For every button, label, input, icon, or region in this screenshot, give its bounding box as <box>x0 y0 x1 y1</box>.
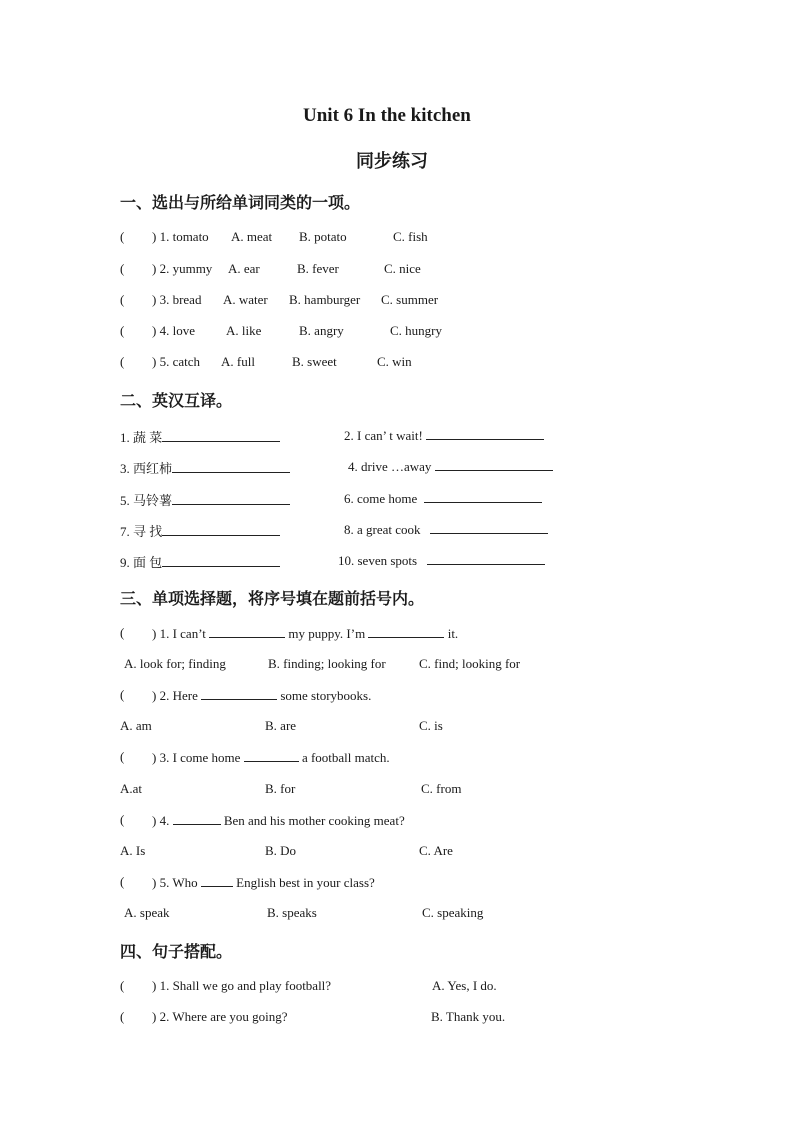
question-text: it. <box>447 626 459 641</box>
answer-blank[interactable] <box>424 490 542 503</box>
answer-blank[interactable] <box>244 749 299 762</box>
question-text: ) 4. <box>152 813 170 828</box>
section-3-heading: 三、单项选择题，将序号填在题前括号内。 <box>120 589 425 608</box>
s1-paren: ( <box>120 292 125 307</box>
option-b: B. finding; looking for <box>268 656 386 671</box>
answer-blank[interactable] <box>201 874 233 887</box>
s1-paren: ( <box>120 323 125 338</box>
question-text: a football match. <box>301 750 390 765</box>
answer-blank[interactable] <box>173 812 221 825</box>
s1-option-b: B. fever <box>297 261 339 276</box>
s1-paren: ( <box>120 229 125 244</box>
s3-question-5 <box>152 874 375 891</box>
s4-paren: ( <box>120 978 125 993</box>
s1-question: ) 5. catch <box>152 354 201 369</box>
s3-question-4 <box>152 812 405 829</box>
question-text: ) 1. I can’t <box>152 626 206 641</box>
s1-question: ) 1. tomato <box>152 229 209 244</box>
s2-right-label: 6. come home <box>344 491 418 506</box>
s2-right-item <box>344 427 544 444</box>
option-c: C. from <box>421 781 462 796</box>
s1-option-b: B. sweet <box>292 354 337 369</box>
s1-option-b: B. angry <box>299 323 344 338</box>
s2-left-label: 5. 马铃薯 <box>120 493 173 508</box>
s4-paren: ( <box>120 1009 125 1024</box>
s4-answer: B. Thank you. <box>431 1009 506 1024</box>
s3-paren: ( <box>120 874 125 889</box>
s2-right-label: 2. I can’ t wait! <box>344 428 423 443</box>
s2-right-label: 10. seven spots <box>338 553 418 568</box>
s2-left-item <box>120 521 280 540</box>
s1-paren: ( <box>120 354 125 369</box>
option-a: A. speak <box>124 905 170 920</box>
question-text: my puppy. I’m <box>288 626 366 641</box>
s2-left-item <box>120 427 280 446</box>
question-text: ) 3. I come home <box>152 750 241 765</box>
answer-blank[interactable] <box>172 460 290 473</box>
s3-paren: ( <box>120 749 125 764</box>
option-a: A. am <box>120 718 152 733</box>
section-2-heading: 二、英汉互译。 <box>120 391 233 410</box>
s2-right-item <box>344 490 542 507</box>
s1-option-a: A. like <box>226 323 262 338</box>
answer-blank[interactable] <box>426 427 544 440</box>
s1-question: ) 4. love <box>152 323 195 338</box>
s2-left-label: 3. 西红柿 <box>120 461 173 476</box>
s3-question-2 <box>152 687 371 704</box>
s3-question-1 <box>152 625 458 642</box>
answer-blank[interactable] <box>162 523 280 536</box>
answer-blank[interactable] <box>162 429 280 442</box>
s4-question: ) 1. Shall we go and play football? <box>152 978 332 993</box>
option-c: C. Are <box>419 843 453 858</box>
s2-right-item <box>348 458 553 475</box>
s1-option-b: B. potato <box>299 229 347 244</box>
option-b: B. are <box>265 718 297 733</box>
s3-paren: ( <box>120 687 125 702</box>
option-a: A. look for; finding <box>124 656 226 671</box>
answer-blank[interactable] <box>427 552 545 565</box>
answer-blank[interactable] <box>162 554 280 567</box>
option-c: C. find; looking for <box>419 656 521 671</box>
s1-question: ) 2. yummy <box>152 261 213 276</box>
s2-left-label: 1. 蔬 菜 <box>120 430 163 445</box>
option-b: B. for <box>265 781 296 796</box>
s1-option-c: C. summer <box>381 292 439 307</box>
s1-option-c: C. nice <box>384 261 421 276</box>
question-text: some storybooks. <box>280 688 372 703</box>
answer-blank[interactable] <box>368 625 444 638</box>
option-b: B. speaks <box>267 905 317 920</box>
s1-option-c: C. win <box>377 354 412 369</box>
s2-left-label: 7. 寻 找 <box>120 524 163 539</box>
s1-option-b: B. hamburger <box>289 292 361 307</box>
s1-question: ) 3. bread <box>152 292 202 307</box>
section-4-heading: 四、句子搭配。 <box>120 942 233 961</box>
question-text: English best in your class? <box>236 875 375 890</box>
answer-blank[interactable] <box>201 687 277 700</box>
s2-left-item <box>120 458 290 477</box>
option-a: A.at <box>120 781 143 796</box>
s1-option-a: A. water <box>223 292 268 307</box>
s3-paren: ( <box>120 812 125 827</box>
s2-right-item <box>338 552 545 569</box>
section-1-heading: 一、选出与所给单词同类的一项。 <box>120 193 361 212</box>
s2-right-label: 4. drive …away <box>348 459 432 474</box>
s1-option-c: C. fish <box>393 229 428 244</box>
question-text: ) 5. Who <box>152 875 198 890</box>
s1-option-a: A. meat <box>231 229 273 244</box>
s4-answer: A. Yes, I do. <box>432 978 497 993</box>
s4-question: ) 2. Where are you going? <box>152 1009 288 1024</box>
option-c: C. speaking <box>422 905 484 920</box>
s1-option-c: C. hungry <box>390 323 442 338</box>
page-subtitle: 同步练习 <box>356 151 428 171</box>
answer-blank[interactable] <box>435 458 553 471</box>
s2-left-label: 9. 面 包 <box>120 555 163 570</box>
option-b: B. Do <box>265 843 297 858</box>
s1-option-a: A. full <box>221 354 255 369</box>
page-title: Unit 6 In the kitchen <box>303 105 471 126</box>
s2-right-item <box>344 521 548 538</box>
s2-left-item <box>120 490 290 509</box>
question-text: ) 2. Here <box>152 688 198 703</box>
s3-question-3 <box>152 749 390 766</box>
answer-blank[interactable] <box>209 625 285 638</box>
s1-paren: ( <box>120 261 125 276</box>
answer-blank[interactable] <box>172 492 290 505</box>
question-text: Ben and his mother cooking meat? <box>223 813 405 828</box>
s2-left-item <box>120 552 280 571</box>
option-c: C. is <box>419 718 443 733</box>
s1-option-a: A. ear <box>228 261 260 276</box>
s3-paren: ( <box>120 625 125 640</box>
answer-blank[interactable] <box>430 521 548 534</box>
s2-right-label: 8. a great cook <box>344 522 421 537</box>
option-a: A. Is <box>120 843 146 858</box>
